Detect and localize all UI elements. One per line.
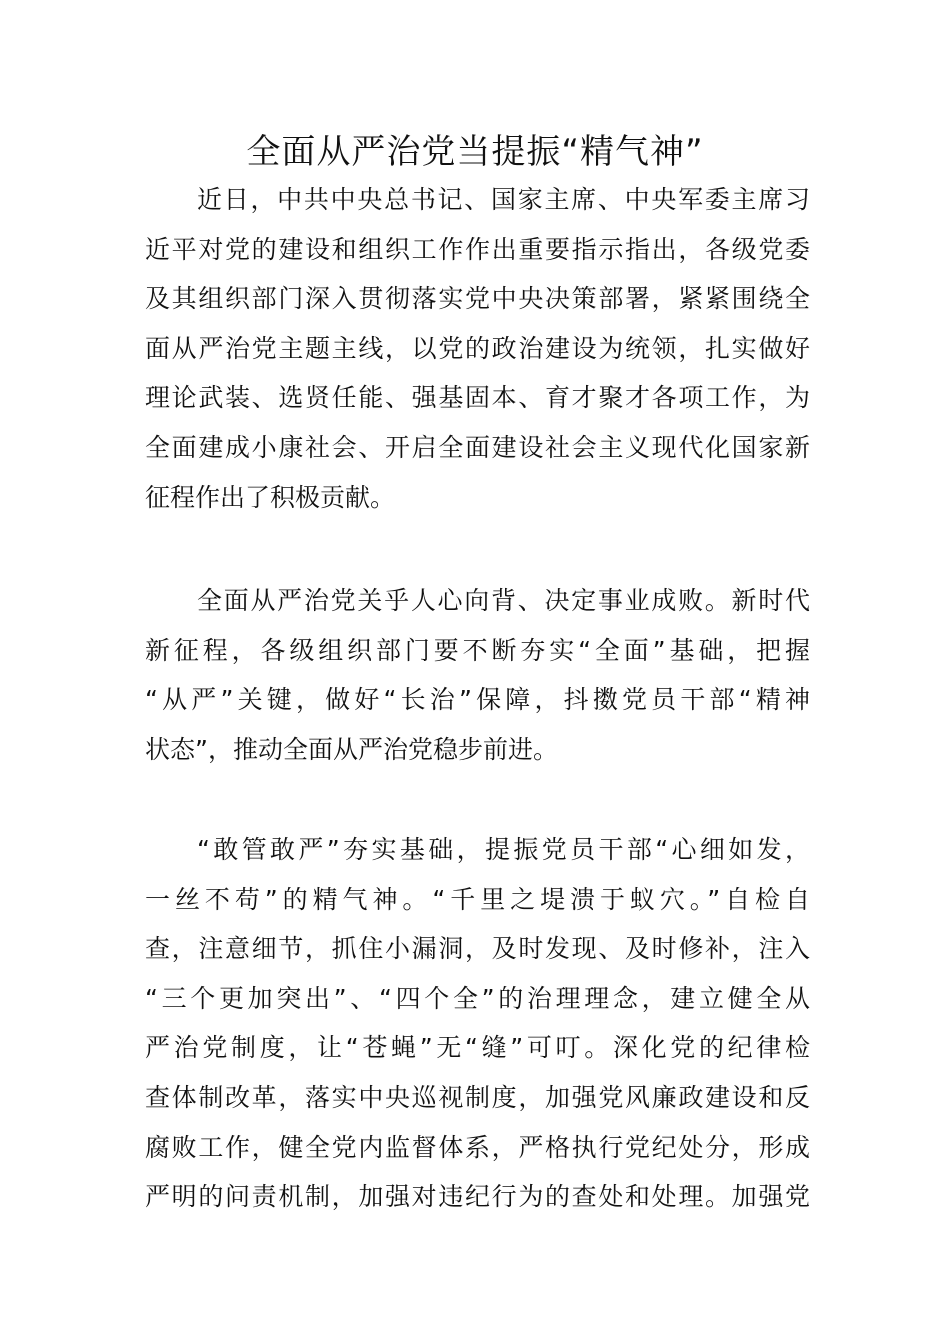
text-line: “敢管敢严”夯实基础，提振党员干部“心细如发， xyxy=(197,835,810,864)
text-line: 状态”，推动全面从严治党稳步前进。 xyxy=(145,734,558,764)
text-line: 严明的问责机制，加强对违纪行为的查处和处理。加强党 xyxy=(145,1182,810,1212)
paragraph-3 xyxy=(145,825,810,1222)
text-line: 全面从严治党关乎人心向背、决定事业成败。新时代 xyxy=(197,586,810,615)
paragraph-1 xyxy=(145,175,810,522)
text-line: “三个更加突出”、“四个全”的治理理念，建立健全从 xyxy=(145,983,810,1013)
text-line: 及其组织部门深入贯彻落实党中央决策部署，紧紧围绕全 xyxy=(145,284,810,314)
text-line: 腐败工作，健全党内监督体系，严格执行党纪处分，形成 xyxy=(145,1132,810,1162)
text-line: 面从严治党主题主线，以党的政治建设为统领，扎实做好 xyxy=(145,333,810,363)
text-line: 近日，中共中央总书记、国家主席、中央军委主席习 xyxy=(197,185,810,214)
text-line: 近平对党的建设和组织工作作出重要指示指出，各级党委 xyxy=(145,234,810,264)
text-line: 全面建成小康社会、开启全面建设社会主义现代化国家新 xyxy=(145,432,810,462)
text-line: “从严”关键，做好“长治”保障，抖擞党员干部“精神 xyxy=(145,685,810,715)
text-line: 查，注意细节，抓住小漏洞，及时发现、及时修补，注入 xyxy=(145,934,810,964)
text-line: 一丝不苟”的精气神。“千里之堤溃于蚁穴。”自检自 xyxy=(145,884,810,914)
text-line: 查体制改革，落实中央巡视制度，加强党风廉政建设和反 xyxy=(145,1082,810,1112)
text-line: 理论武装、选贤任能、强基固本、育才聚才各项工作，为 xyxy=(145,383,810,413)
document-title: 全面从严治党当提振“精气神” xyxy=(246,132,704,172)
text-line: 新征程，各级组织部门要不断夯实“全面”基础，把握 xyxy=(145,635,810,665)
paragraph-2 xyxy=(145,576,810,774)
text-line: 征程作出了积极贡献。 xyxy=(145,482,396,512)
text-line: 严治党制度，让“苍蝇”无“缝”可叮。深化党的纪律检 xyxy=(145,1033,810,1063)
